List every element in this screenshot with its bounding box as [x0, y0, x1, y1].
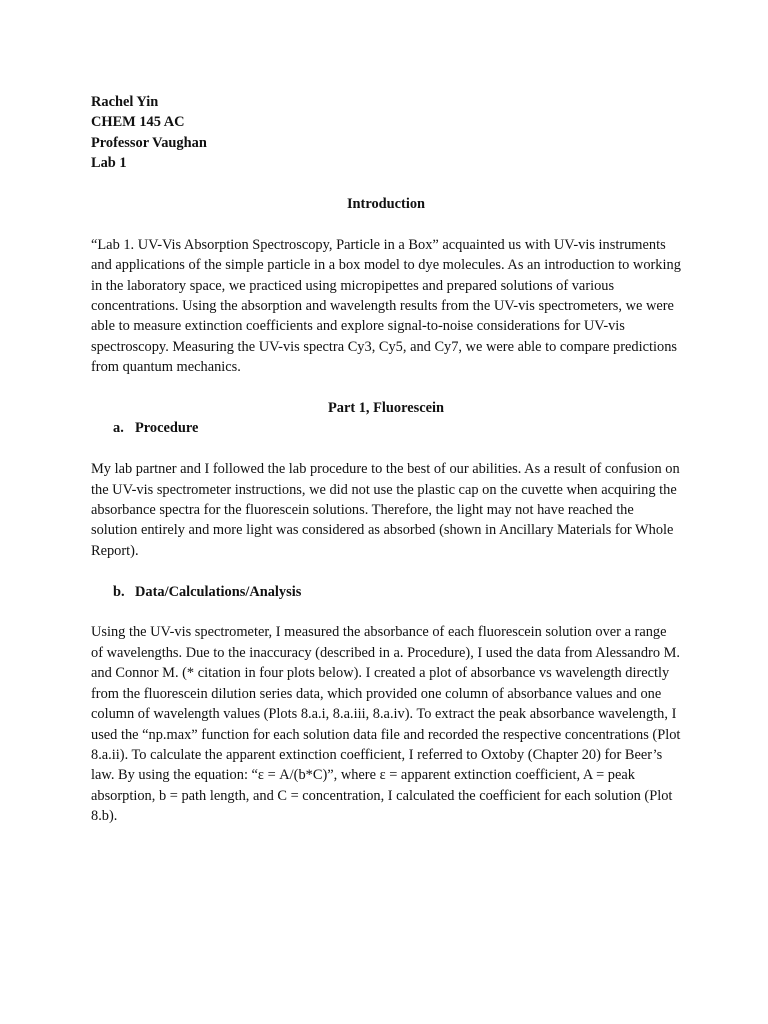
procedure-paragraph: My lab partner and I followed the lab procedure to the best of our abilities. As a result of confusion on the UV-vis spectrometer instructions, we did not use the plastic cap on the cuvette when acquiring the absorbance spectra for the fluorescein solutions. Therefore, the light may not have reached the solution entirely and more light was considered as absorbed (shown in Ancillary Materials for Whole Report). [91, 461, 680, 559]
spacer [91, 174, 681, 194]
analysis-paragraph: Using the UV-vis spectrometer, I measured the absorbance of each fluorescein solution over a range of wavelengths. Due to the inaccuracy (described in a. Procedure), I used the data from Alessandro M. and Connor M. (* citation in four plots below). I created a plot of absorbance vs wavelength directly from the fluorescein dilution series data, which provided one column of absorbance values and one column of wavelength values (Plots 8.a.i, 8.a.iii, 8.a.iv). To extract the peak absorbance wavelength, I used the “np.max” function for each solution data file and recorded the respective concentrations (Plot 8.a.ii). To calculate the apparent extinction coefficient, I referred to Oxtoby (Chapter 20) for Beer’s law. By using the equation: “ε = A/(b*C)”, where ε = apparent extinction coefficient, A = peak absorption, b = path length, and C = concentration, I calculated the coefficient for each solution (Plot 8.b). [91, 624, 681, 825]
part1-heading: Part 1, Fluorescein [327, 400, 445, 417]
procedure-marker: a. [113, 420, 124, 437]
lab-number: Lab 1 [91, 155, 127, 172]
procedure-heading [91, 418, 681, 438]
introduction-heading: Introduction [346, 196, 426, 213]
spacer [91, 214, 681, 234]
spacer [91, 602, 681, 622]
analysis-title: Data/Calculations/Analysis [135, 583, 302, 600]
introduction-paragraph: “Lab 1. UV-Vis Absorption Spectroscopy, Particle in a Box” acquainted us with UV-vis instruments and applications of the simple particle in a box model to dye molecules. As an introduction to working in the laboratory space, we practiced using micropipettes and prepared solutions of various concentrations. Using the absorption and wavelength results from the UV-vis spectrometers, we were able to measure extinction coefficients and explore signal-to-noise considerations for UV-vis spectroscopy. Measuring the UV-vis spectra Cy3, Cy5, and Cy7, we were able to compare predictions from quantum mechanics. [91, 236, 681, 376]
professor-name: Professor Vaughan [91, 134, 207, 151]
author-name: Rachel Yin [91, 94, 159, 110]
spacer [91, 561, 681, 581]
analysis-marker: b. [113, 583, 125, 600]
course-name: CHEM 145 AC [91, 114, 185, 131]
spacer [91, 378, 681, 398]
document-page [91, 92, 681, 827]
procedure-title: Procedure [135, 420, 199, 437]
analysis-heading [91, 582, 681, 602]
spacer [91, 439, 681, 459]
